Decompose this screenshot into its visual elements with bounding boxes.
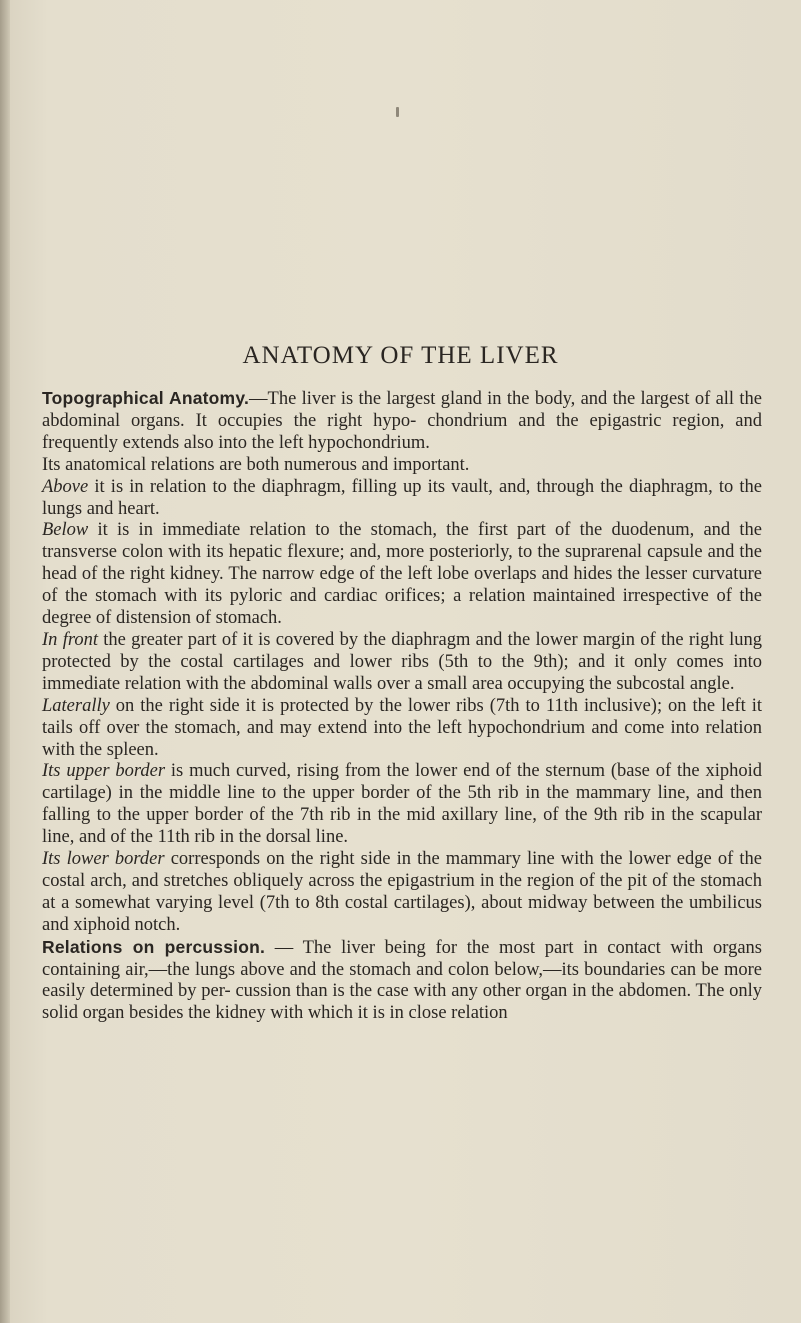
- page-spine-shadow: [0, 0, 10, 1323]
- paragraph-text: — The liver being for the most part in contact with organs containing air,—the lungs above and the stomach and colon below,—its boundaries can be more easily determined by per- cussion than is the case with any other organ in the abdomen. The only solid organ besides the kidney with which it is in close relation: [42, 937, 762, 1024]
- paragraph-relations: [42, 455, 762, 477]
- paragraph-lead-upper-border: Its upper border: [42, 761, 166, 782]
- paragraph-lower-border: [42, 849, 762, 937]
- paragraph-text: is much curved, rising from the lower end of the sternum (base of the xiphoid cartilage) in the middle line to the upper border of the 5th rib in the mammary line, and then falling to the upper border of the 7th rib in the mid axillary line, of the 9th rib in the scapular line, and of the 11th rib in the dorsal line.: [42, 761, 762, 848]
- paragraph-lead-below: Below: [42, 520, 89, 541]
- paragraph-text: Its anatomical relations are both numerous and important.: [42, 454, 470, 475]
- body-text: [42, 388, 762, 1025]
- paragraph-lead-above: Above: [42, 476, 89, 497]
- paragraph-percussion: [42, 937, 762, 1026]
- paragraph-lead-in-front: In front: [42, 629, 98, 650]
- page-speck: [396, 107, 399, 117]
- paragraph-text: it is in immediate relation to the stomach, the first part of the duodenum, and the transverse colon with its hepatic flexure; and, more posteriorly, to the suprarenal capsule and the head of the right kidney. The narrow edge of the left lobe overlaps and hides the lesser curvature of the stomach with its pyloric and cardiac orifices; a relation maintained irrespective of the degree of distension of stomach.: [42, 520, 762, 629]
- paragraph-topographical: [42, 388, 762, 455]
- paragraph-laterally: [42, 696, 762, 762]
- paragraph-text: the greater part of it is covered by the diaphragm and the lower margin of the right lung protected by the costal cartilages and lower ribs (5th to the 9th); and it only comes into immediate relation with the abdominal walls over a small area occupying the subcostal angle.: [42, 629, 762, 694]
- section-heading-topographical: Topographical Anatomy.: [42, 388, 250, 408]
- paragraph-text: —The liver is the largest gland in the body, and the largest of all the abdominal organs. It occupies the right hypo- chondrium and the epigastric region, and frequently extends also into the left hypochondrium.: [42, 389, 762, 453]
- paragraph-below: [42, 520, 762, 630]
- paragraph-text: it is in relation to the diaphragm, filling up its vault, and, through the diaphragm, to the lungs and heart.: [42, 476, 762, 519]
- paragraph-upper-border: [42, 761, 762, 849]
- paragraph-lead-laterally: Laterally: [42, 695, 110, 716]
- paragraph-text: corresponds on the right side in the mammary line with the lower edge of the costal arch, and stretches obliquely across the epigastrium in the region of the pit of the stomach at a somewhat varying level (7th to 8th costal cartilages), about midway between the umbilicus and xiphoid notch.: [42, 849, 762, 935]
- paragraph-lead-lower-border: Its lower border: [42, 849, 165, 870]
- section-heading-percussion: Relations on percussion.: [42, 936, 266, 957]
- paragraph-text: on the right side it is protected by the lower ribs (7th to 11th inclusive); on the left it tails off over the stomach, and may extend into the left hypochondrium and come into relation with the spleen.: [42, 695, 762, 760]
- paragraph-above: [42, 477, 762, 521]
- paragraph-in-front: [42, 630, 762, 696]
- page-title: ANATOMY OF THE LIVER: [242, 342, 559, 369]
